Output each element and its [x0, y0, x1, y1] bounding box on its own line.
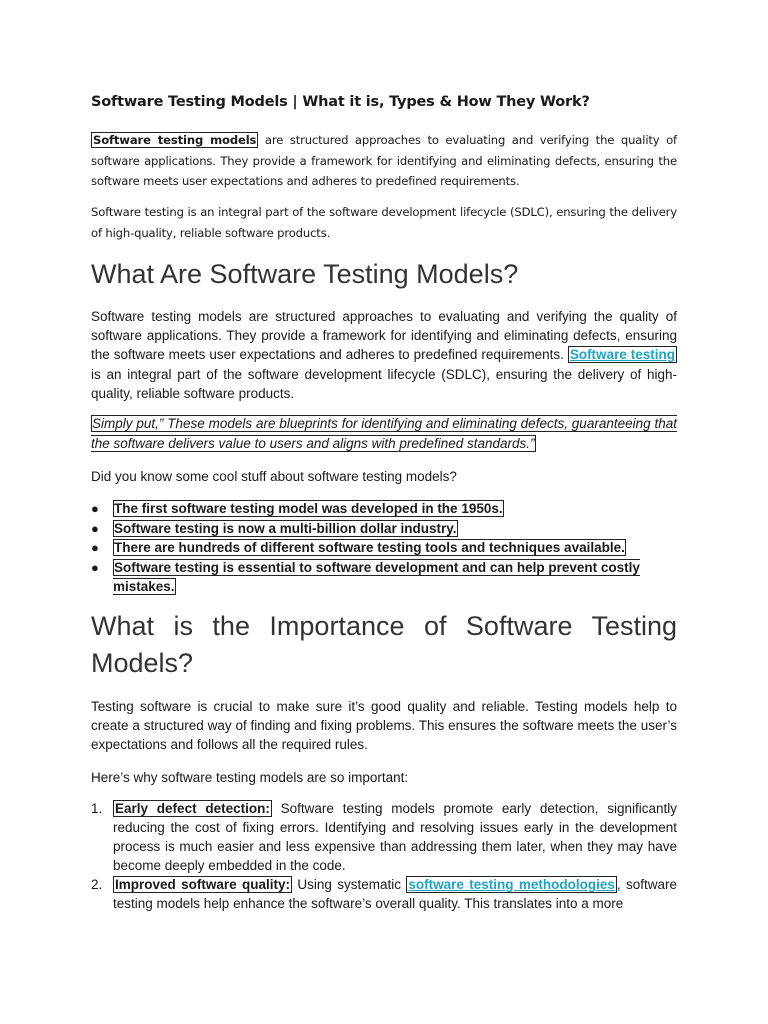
list-item: 2. Improved software quality: Using systematic software testing methodologies , software testing models help enhance the software’s overall quality. This translates into a more	[91, 877, 677, 911]
bullet-icon: ●	[91, 501, 99, 516]
section-heading-what-are: What Are Software Testing Models?	[91, 259, 519, 289]
importance-list	[91, 799, 677, 913]
quote-block	[91, 414, 677, 453]
item-term: Early defect detection:	[115, 801, 270, 816]
item-term: Improved software quality:	[115, 877, 290, 892]
list-item: ● The first software testing model was developed in the 1950s.	[91, 499, 677, 519]
section2-paragraph-2: Here’s why software testing models are so important:	[91, 770, 409, 785]
did-you-know-text: Did you know some cool stuff about software testing models?	[91, 469, 457, 484]
section1-paragraph-text: Software testing models are structured approaches to evaluating and verifying the quality of software applications. They provide a framework for identifying and eliminating defects, ensuring the software meets user expectations and adheres to predefined requirements.	[91, 309, 677, 363]
page-title: Software Testing Models | What it is, Types & How They Work?	[91, 94, 590, 110]
software-testing-link[interactable]: Software testing	[569, 347, 676, 363]
list-item: ● Software testing is essential to software development and can help prevent costly mistakes.	[91, 559, 640, 594]
section1-paragraph	[91, 307, 677, 403]
testing-methodologies-link[interactable]: software testing methodologies	[408, 877, 615, 892]
section1-paragraph-text-after: is an integral part of the software development lifecycle (SDLC), ensuring the delivery of high-quality, reliable software products.	[91, 366, 677, 401]
list-item: 1. Early defect detection: Software testing models promote early detection, significantly reducing the cost of fixing errors. Identifying and resolving issues early in the development process is much easier and less expensive than addressing them later, when they may have become deeply embedded in the code.	[91, 801, 677, 873]
intro-paragraph-1	[91, 130, 677, 192]
intro-paragraph-1-text: are structured approaches to evaluating and verifying the quality of software applications. They provide a framework for identifying and eliminating defects, ensuring the software meets user expectations and adheres to predefined requirements.	[91, 133, 677, 188]
section-heading-importance: What is the Importance of Software Testing Models?	[91, 611, 677, 678]
section2-paragraph-1: Testing software is crucial to make sure it’s good quality and reliable. Testing models help to create a structured way of finding and fixing problems. This ensures the software meets the user’s expectations and follows all the required rules.	[91, 699, 677, 753]
quote-text: Simply put,” These models are blueprints for identifying and eliminating defects, guaranteeing that the software delivers value to users and aligns with predefined standards.”	[91, 416, 677, 451]
bullet-icon: ●	[91, 559, 99, 575]
list-item: ● Software testing is now a multi-billion dollar industry.	[91, 519, 677, 539]
bullet-icon: ●	[91, 520, 99, 536]
list-item: ● There are hundreds of different software testing tools and techniques available.	[91, 538, 677, 558]
facts-list	[91, 499, 677, 597]
intro-paragraph-2: Software testing is an integral part of the software development lifecycle (SDLC), ensuring the delivery of high-quality, reliable software products.	[91, 205, 677, 240]
bullet-icon: ●	[91, 540, 99, 555]
lead-term: Software testing models	[93, 133, 257, 147]
